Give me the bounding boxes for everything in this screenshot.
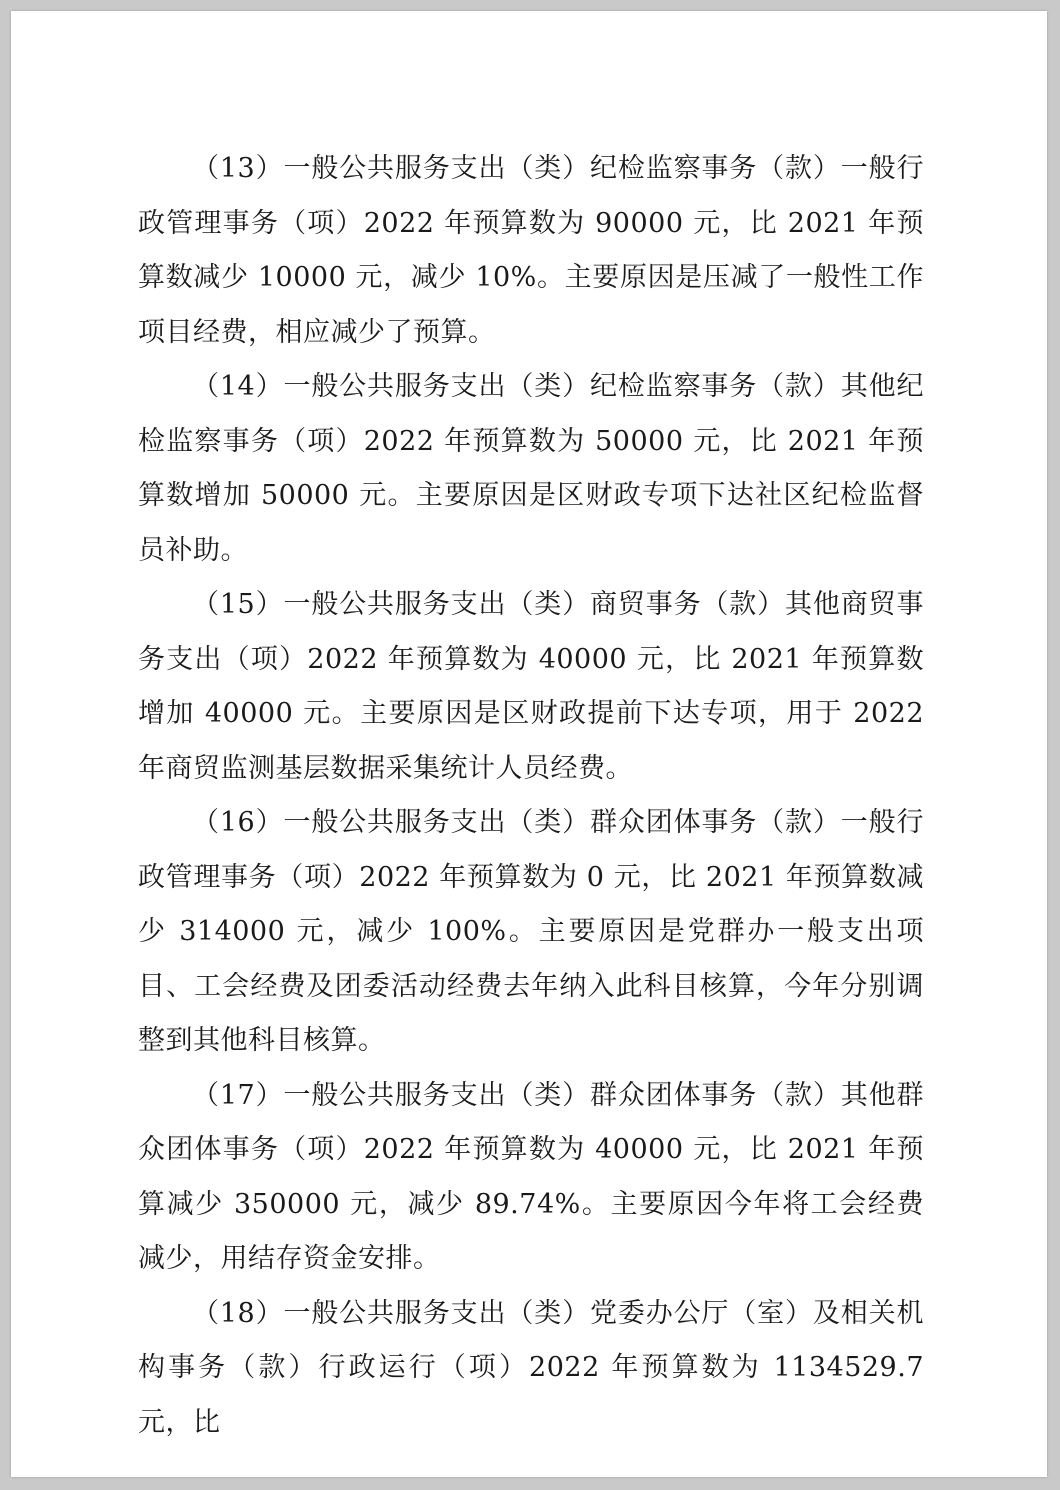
paragraph-17: （17）一般公共服务支出（类）群众团体事务（款）其他群众团体事务（项）2022 年预算数为 40000 元，比 2021 年预算减少 350000 元，减少 89.74%。主要原因今年将工会经费减少，用结存资金安排。	[138, 1079, 924, 1274]
paragraph-18: （18）一般公共服务支出（类）党委办公厅（室）及相关机构事务（款）行政运行（项）2022 年预算数为 1134529.7 元，比	[138, 1297, 924, 1438]
document-body	[138, 142, 924, 1450]
paragraph-14: （14）一般公共服务支出（类）纪检监察事务（款）其他纪检监察事务（项）2022 年预算数为 50000 元，比 2021 年预算数增加 50000 元。主要原因是区财政专项下达社区纪检监督员补助。	[138, 371, 924, 566]
document-page	[11, 11, 1047, 1477]
paragraph-13: （13）一般公共服务支出（类）纪检监察事务（款）一般行政管理事务（项）2022 年预算数为 90000 元，比 2021 年预算数减少 10000 元，减少 10%。主要原因是压减了一般性工作项目经费，相应减少了预算。	[138, 153, 924, 348]
paragraph-16: （16）一般公共服务支出（类）群众团体事务（款）一般行政管理事务（项）2022 年预算数为 0 元，比 2021 年预算数减少 314000 元，减少 100%。主要原因是党群办一般支出项目、工会经费及团委活动经费去年纳入此科目核算，今年分别调整到其他科目核算。	[138, 807, 924, 1056]
paragraph-15: （15）一般公共服务支出（类）商贸事务（款）其他商贸事务支出（项）2022 年预算数为 40000 元，比 2021 年预算数增加 40000 元。主要原因是区财政提前下达专项，用于 2022 年商贸监测基层数据采集统计人员经费。	[138, 589, 924, 784]
